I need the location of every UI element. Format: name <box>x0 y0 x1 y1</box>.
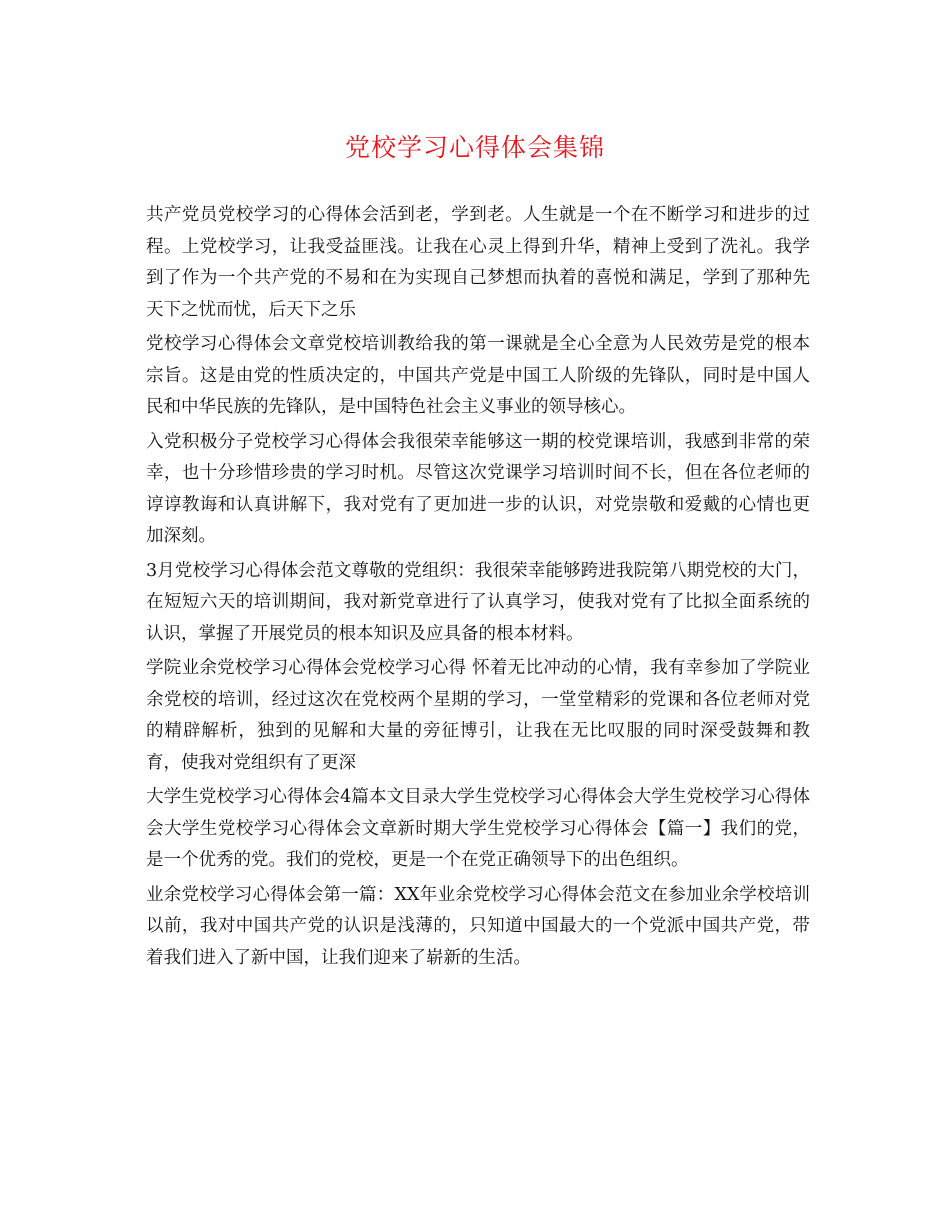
paragraph-6: 大学生党校学习心得体会4篇本文目录大学生党校学习心得体会大学生党校学习心得体会大学生党校学习心得体会文章新时期大学生党校学习心得体会【篇一】我们的党，是一个优秀的党。我们的党校，更是一个在党正确领导下的出色组织。 <box>146 787 810 870</box>
paragraph-2: 党校学习心得体会文章党校培训教给我的第一课就是全心全意为人民效劳是党的根本宗旨。这是由党的性质决定的，中国共产党是中国工人阶级的先锋队，同时是中国人民和中华民族的先锋队，是中国特色社会主义事业的领导核心。 <box>146 334 810 417</box>
document-title: 党校学习心得体会集锦 <box>344 133 605 162</box>
paragraph-5: 学院业余党校学习心得体会党校学习心得 怀着无比冲动的心情，我有幸参加了学院业余党校的培训，经过这次在党校两个星期的学习，一堂堂精彩的党课和各位老师对党的精辟解析，独到的见解和大量的旁征博引，让我在无比叹服的同时深受鼓舞和教育，使我对党组织有了更深 <box>146 658 810 773</box>
document-body <box>146 200 810 977</box>
paragraph-3: 入党积极分子党校学习心得体会我很荣幸能够这一期的校党课培训，我感到非常的荣幸，也十分珍惜珍贵的学习时机。尽管这次党课学习培训时间不长，但在各位老师的谆谆教诲和认真讲解下，我对党有了更加进一步的认识，对党崇敬和爱戴的心情也更加深刻。 <box>146 431 810 546</box>
paragraph-7: 业余党校学习心得体会第一篇：XX年业余党校学习心得体会范文在参加业余学校培训以前，我对中国共产党的认识是浅薄的，只知道中国最大的一个党派中国共产党，带着我们进入了新中国，让我们迎来了崭新的生活。 <box>146 884 810 968</box>
paragraph-1: 共产党员党校学习的心得体会活到老，学到老。人生就是一个在不断学习和进步的过程。上党校学习，让我受益匪浅。让我在心灵上得到升华，精神上受到了洗礼。我学到了作为一个共产党的不易和在为实现自己梦想而执着的喜悦和满足，学到了那种先天下之忧而忧，后天下之乐 <box>146 205 810 320</box>
paragraph-4: 3月党校学习心得体会范文尊敬的党组织：我很荣幸能够跨进我院第八期党校的大门，在短短六天的培训期间，我对新党章进行了认真学习，使我对党有了比拟全面系统的认识，掌握了开展党员的根本知识及应具备的根本材料。 <box>146 560 810 644</box>
